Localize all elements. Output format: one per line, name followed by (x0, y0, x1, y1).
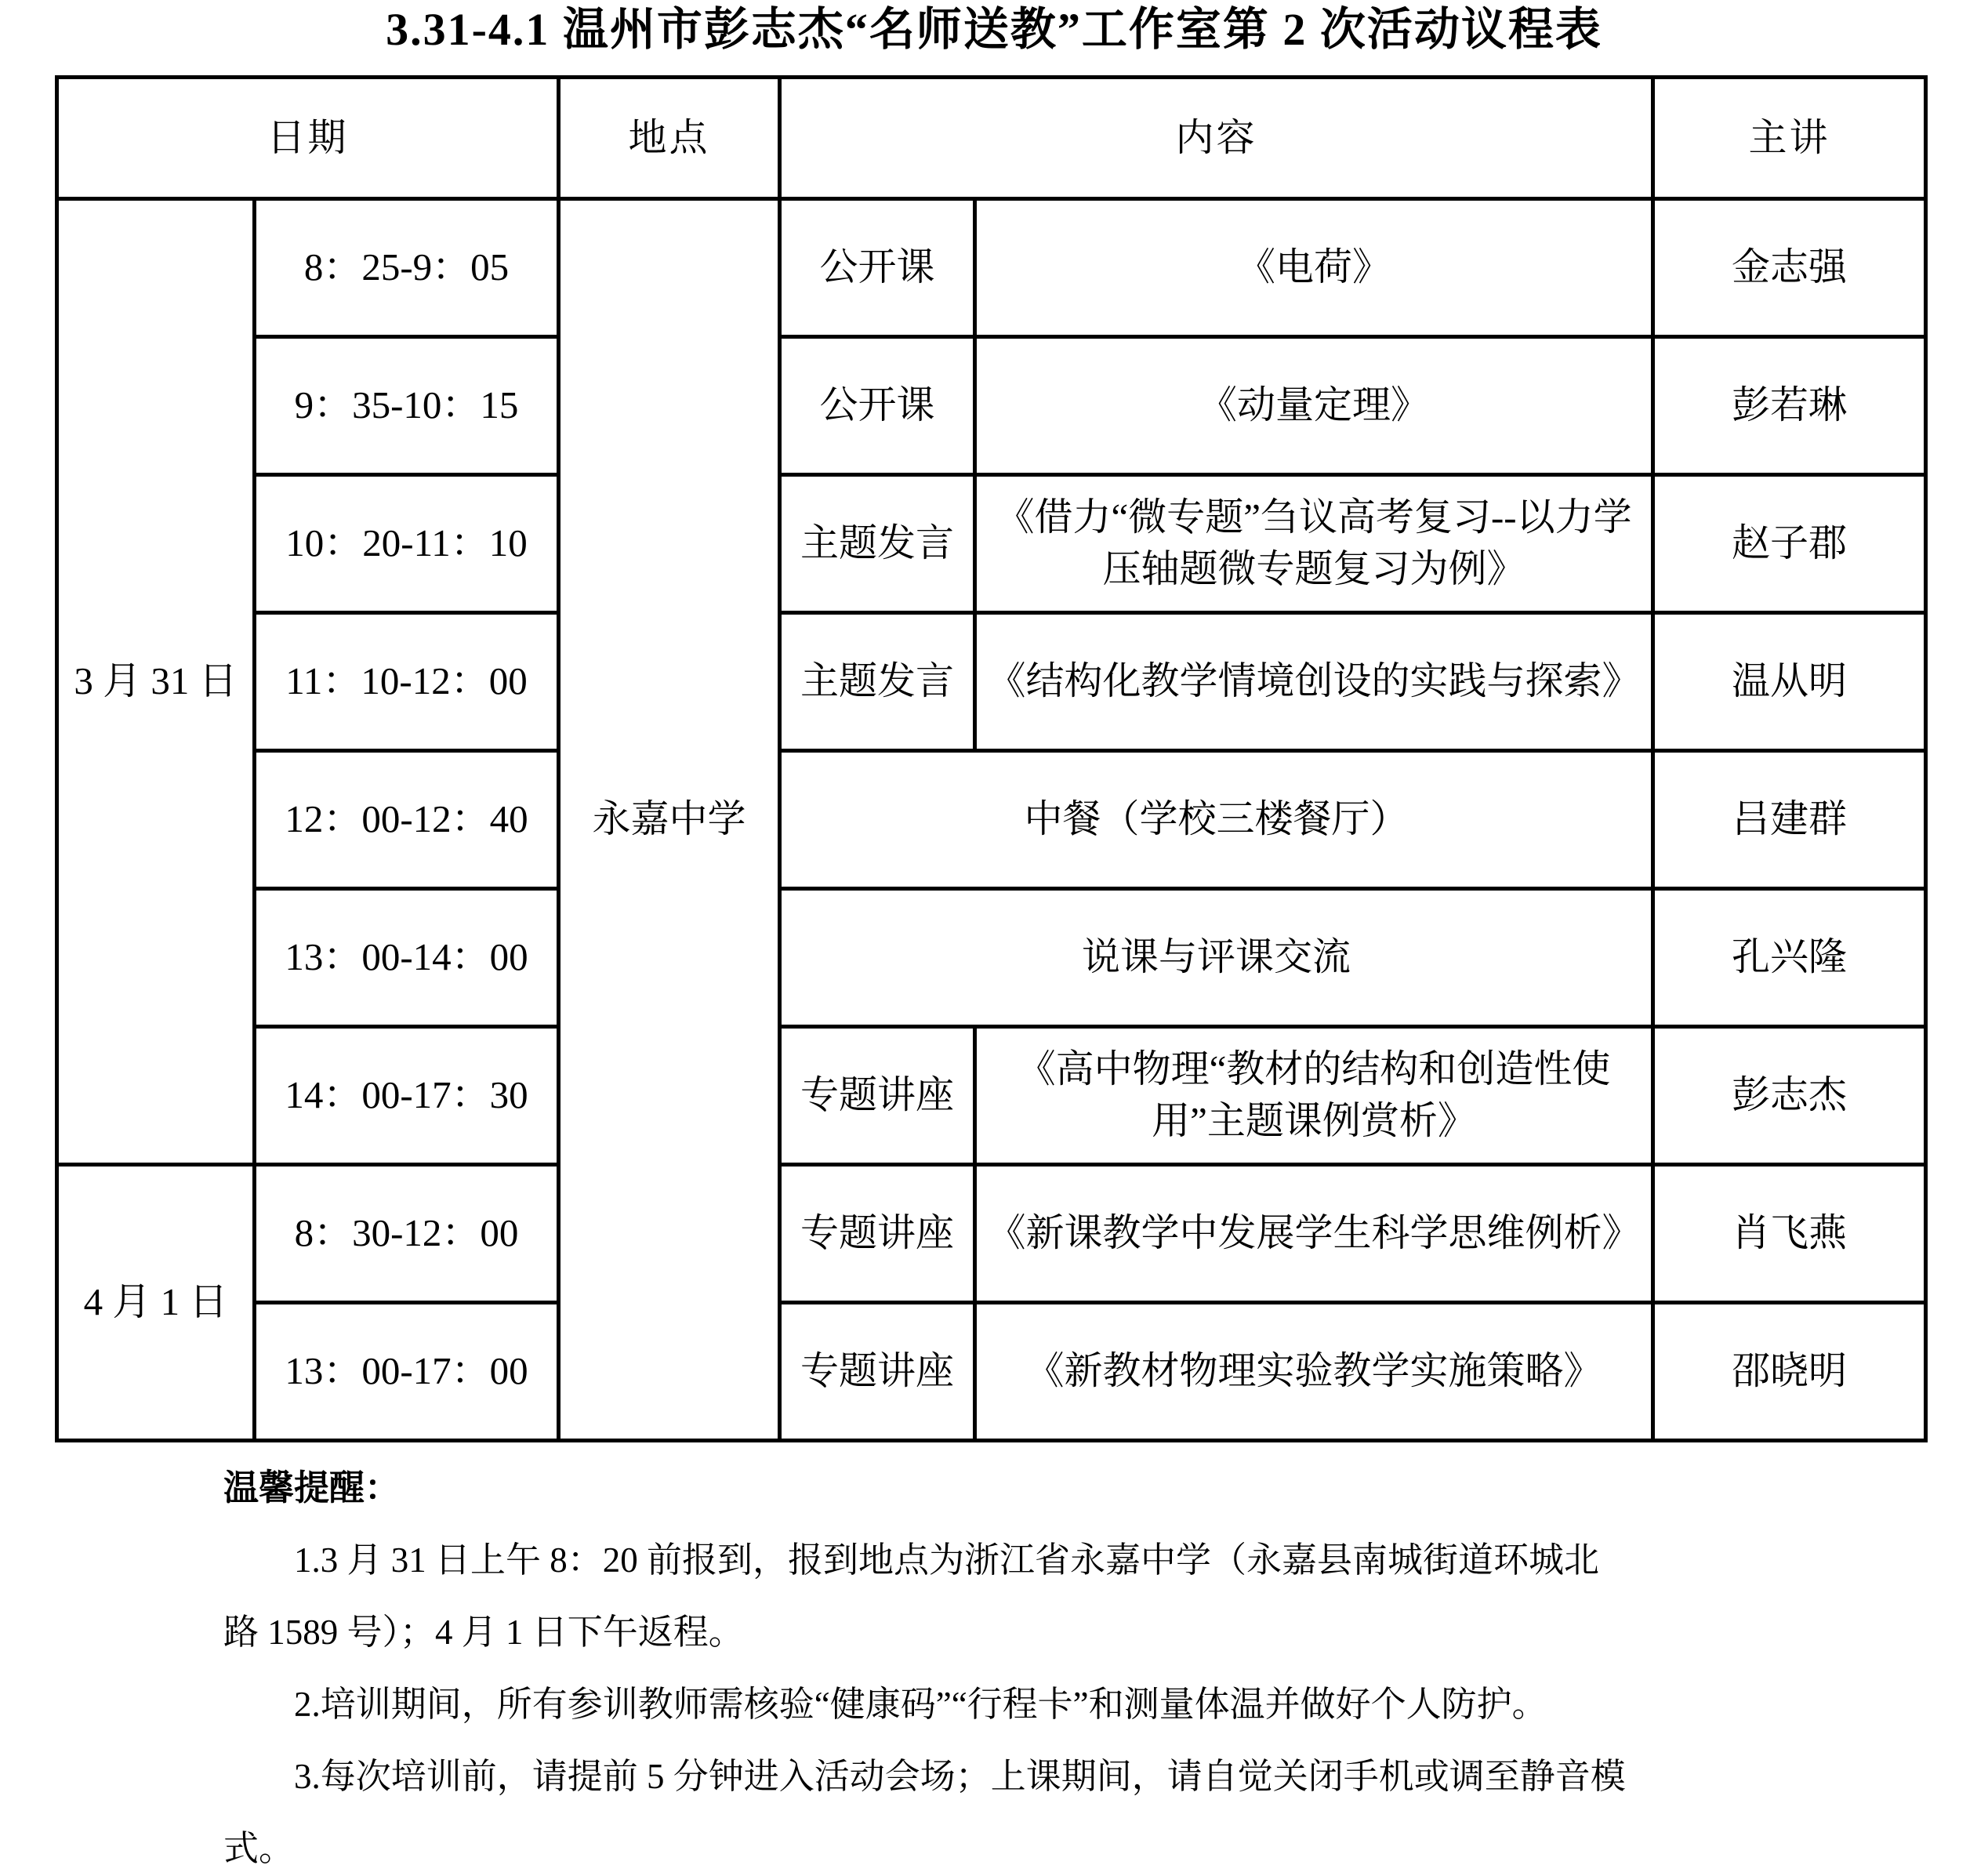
topic-cell: 《借力“微专题”刍议高考复习--以力学压轴题微专题复习为例》 (975, 474, 1653, 612)
activity-type-cell: 专题讲座 (780, 1164, 975, 1302)
note-item-1-line-1: 1.3 月 31 日上午 8：20 前报到，报到地点为浙江省永嘉中学（永嘉县南城街道环城北 (294, 1540, 1600, 1580)
table-row (57, 1026, 1926, 1164)
topic-cell: 说课与评课交流 (780, 888, 1653, 1026)
table-row (57, 1302, 1926, 1440)
table-row (57, 336, 1926, 474)
topic-cell: 《新课教学中发展学生科学思维例析》 (975, 1164, 1653, 1302)
location-cell: 永嘉中学 (559, 198, 780, 1440)
time-cell: 8：25-9：05 (255, 198, 559, 336)
date-cell: 4 月 1 日 (57, 1164, 255, 1440)
speaker-cell: 温从明 (1653, 612, 1926, 750)
speaker-cell: 赵子郡 (1653, 474, 1926, 612)
time-cell: 14：00-17：30 (255, 1026, 559, 1164)
topic-cell: 《结构化教学情境创设的实践与探索》 (975, 612, 1653, 750)
activity-type-cell: 公开课 (780, 336, 975, 474)
page-title: 3.31-4.1 温州市彭志杰“名师送教”工作室第 2 次活动议程表 (386, 4, 1602, 55)
notes-heading: 温馨提醒： (223, 1468, 401, 1508)
time-cell: 10：20-11：10 (255, 474, 559, 612)
note-item-3-line-2: 式。 (223, 1828, 295, 1865)
table-row (57, 612, 1926, 750)
speaker-cell: 吕建群 (1653, 750, 1926, 888)
header-cell-speaker: 主讲 (1653, 77, 1926, 198)
topic-cell: 中餐（学校三楼餐厅） (780, 750, 1653, 888)
speaker-cell: 彭若琳 (1653, 336, 1926, 474)
header-cell-date: 日期 (57, 77, 559, 198)
table-row (57, 1164, 1926, 1302)
time-cell: 9：35-10：15 (255, 336, 559, 474)
speaker-cell: 邵晓明 (1653, 1302, 1926, 1440)
header-row (57, 77, 1926, 198)
time-cell: 13：00-17：00 (255, 1302, 559, 1440)
header-cell-location: 地点 (559, 77, 780, 198)
activity-type-cell: 公开课 (780, 198, 975, 336)
note-item-1-line-2: 路 1589 号）；4 月 1 日下午返程。 (223, 1612, 744, 1652)
time-cell: 11：10-12：00 (255, 612, 559, 750)
table-row (57, 750, 1926, 888)
speaker-cell: 彭志杰 (1653, 1026, 1926, 1164)
topic-cell: 《电荷》 (975, 198, 1653, 336)
topic-cell: 《高中物理“教材的结构和创造性使用”主题课例赏析》 (975, 1026, 1653, 1164)
activity-type-cell: 主题发言 (780, 474, 975, 612)
note-item-2-line-1: 2.培训期间，所有参训教师需核验“健康码”“行程卡”和测量体温并做好个人防护。 (294, 1684, 1547, 1724)
table-row (57, 474, 1926, 612)
activity-type-cell: 专题讲座 (780, 1026, 975, 1164)
activity-type-cell: 主题发言 (780, 612, 975, 750)
topic-cell: 《动量定理》 (975, 336, 1653, 474)
date-cell: 3 月 31 日 (57, 198, 255, 1164)
time-cell: 12：00-12：40 (255, 750, 559, 888)
topic-cell: 《新教材物理实验教学实施策略》 (975, 1302, 1653, 1440)
activity-type-cell: 专题讲座 (780, 1302, 975, 1440)
schedule-table (55, 75, 1928, 1442)
speaker-cell: 肖飞燕 (1653, 1164, 1926, 1302)
note-item-3-line-1: 3.每次培训前，请提前 5 分钟进入活动会场；上课期间，请自觉关闭手机或调至静音模 (294, 1756, 1626, 1796)
speaker-cell: 孔兴隆 (1653, 888, 1926, 1026)
notes-section (223, 1452, 1988, 1865)
table-row (57, 198, 1926, 336)
speaker-cell: 金志强 (1653, 198, 1926, 336)
header-cell-content: 内容 (780, 77, 1653, 198)
table-row (57, 888, 1926, 1026)
time-cell: 8：30-12：00 (255, 1164, 559, 1302)
time-cell: 13：00-14：00 (255, 888, 559, 1026)
